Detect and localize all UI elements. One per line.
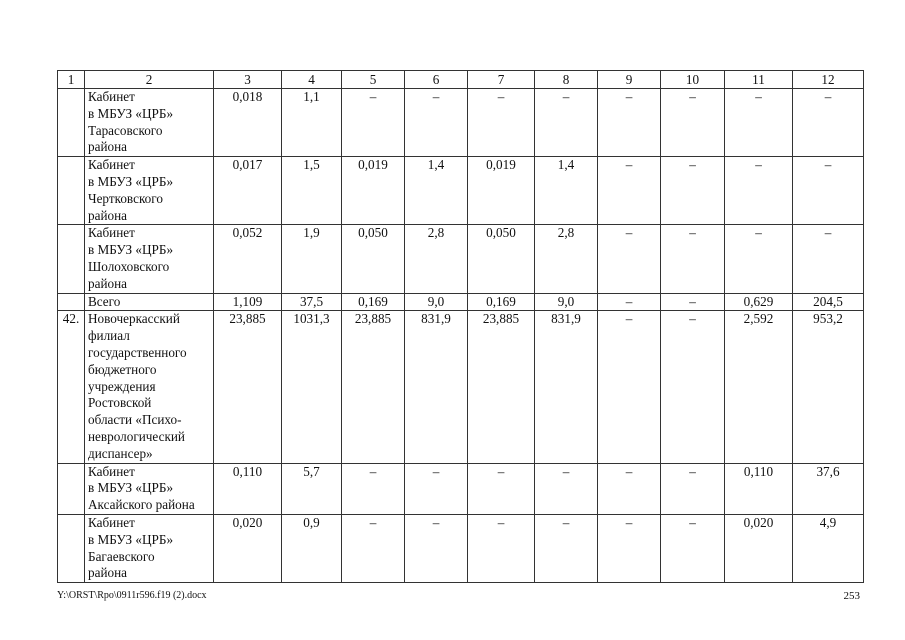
value-cell: 37,5 xyxy=(282,293,342,311)
value-cell: – xyxy=(661,89,725,157)
institution-name-line: Новочеркасский xyxy=(88,311,180,327)
table-row xyxy=(58,89,864,157)
value-cell: 0,9 xyxy=(282,514,342,582)
value-cell: 0,110 xyxy=(725,463,793,514)
column-header: 5 xyxy=(342,71,405,89)
institution-name-line: бюджетного xyxy=(88,361,157,377)
row-number-cell xyxy=(58,225,85,293)
page-number: 253 xyxy=(843,590,860,602)
value-cell: – xyxy=(468,514,535,582)
value-cell: 0,019 xyxy=(468,157,535,225)
value-cell: – xyxy=(598,463,661,514)
value-cell: – xyxy=(405,463,468,514)
value-cell: 0,050 xyxy=(342,225,405,293)
institution-name-line: неврологический xyxy=(88,428,185,444)
value-cell: 2,592 xyxy=(725,311,793,463)
value-cell: 1,1 xyxy=(282,89,342,157)
value-cell: 0,052 xyxy=(214,225,282,293)
value-cell: 2,8 xyxy=(405,225,468,293)
row-number-cell xyxy=(58,157,85,225)
value-cell: 1,4 xyxy=(535,157,598,225)
value-cell: 0,017 xyxy=(214,157,282,225)
value-cell: – xyxy=(661,311,725,463)
institution-name-line: района xyxy=(88,565,128,581)
institution-name-cell xyxy=(85,89,214,157)
value-cell: 831,9 xyxy=(535,311,598,463)
row-number-cell xyxy=(58,463,85,514)
value-cell: 1,5 xyxy=(282,157,342,225)
institution-name-line: Багаевского xyxy=(88,548,155,564)
value-cell: – xyxy=(405,514,468,582)
institution-name-line: района xyxy=(88,207,128,223)
value-cell: 1,109 xyxy=(214,293,282,311)
table-row xyxy=(58,311,864,463)
institution-name-line: Кабинет xyxy=(88,463,135,479)
value-cell: – xyxy=(598,89,661,157)
value-cell: 0,050 xyxy=(468,225,535,293)
institution-name-line: Чертковского xyxy=(88,190,163,206)
row-number-cell xyxy=(58,514,85,582)
institution-name-line: государственного xyxy=(88,344,187,360)
value-cell: 0,629 xyxy=(725,293,793,311)
column-header: 10 xyxy=(661,71,725,89)
institution-name-cell xyxy=(85,463,214,514)
institution-name-line: области «Психо- xyxy=(88,412,182,428)
value-cell: 23,885 xyxy=(214,311,282,463)
value-cell: 9,0 xyxy=(535,293,598,311)
institution-name-line: в МБУЗ «ЦРБ» xyxy=(88,242,174,258)
footer-file-path: Y:\ORST\Rpo\0911r596.f19 (2).docx xyxy=(57,590,207,601)
value-cell: – xyxy=(661,157,725,225)
value-cell: – xyxy=(342,463,405,514)
value-cell: – xyxy=(793,225,864,293)
institution-name-cell xyxy=(85,225,214,293)
value-cell: 0,169 xyxy=(342,293,405,311)
value-cell: – xyxy=(661,293,725,311)
value-cell: 0,020 xyxy=(214,514,282,582)
institution-name-line: филиал xyxy=(88,328,130,344)
value-cell: – xyxy=(598,157,661,225)
value-cell: 0,020 xyxy=(725,514,793,582)
value-cell: 23,885 xyxy=(468,311,535,463)
row-number-cell xyxy=(58,293,85,311)
row-number-cell xyxy=(58,89,85,157)
column-header: 3 xyxy=(214,71,282,89)
institution-name-line: в МБУЗ «ЦРБ» xyxy=(88,531,174,547)
column-header: 12 xyxy=(793,71,864,89)
value-cell: – xyxy=(535,463,598,514)
value-cell: – xyxy=(405,89,468,157)
value-cell: 204,5 xyxy=(793,293,864,311)
value-cell: – xyxy=(661,225,725,293)
table-header-row xyxy=(58,71,864,89)
value-cell: – xyxy=(598,293,661,311)
institution-name-line: учреждения xyxy=(88,378,156,394)
column-header: 7 xyxy=(468,71,535,89)
institution-name-cell xyxy=(85,514,214,582)
value-cell: – xyxy=(661,514,725,582)
institution-name-line: района xyxy=(88,275,128,291)
value-cell: – xyxy=(598,514,661,582)
value-cell: 831,9 xyxy=(405,311,468,463)
table-row xyxy=(58,225,864,293)
value-cell: 2,8 xyxy=(535,225,598,293)
value-cell: 5,7 xyxy=(282,463,342,514)
institution-name-line: Всего xyxy=(88,293,121,309)
value-cell: – xyxy=(535,89,598,157)
column-header: 1 xyxy=(58,71,85,89)
value-cell: 0,018 xyxy=(214,89,282,157)
column-header: 9 xyxy=(598,71,661,89)
value-cell: 1,9 xyxy=(282,225,342,293)
institution-name-line: в МБУЗ «ЦРБ» xyxy=(88,480,174,496)
institution-name-line: Ростовской xyxy=(88,395,152,411)
value-cell: 0,169 xyxy=(468,293,535,311)
institution-name-line: района xyxy=(88,139,128,155)
institution-name-cell xyxy=(85,311,214,463)
value-cell: 0,110 xyxy=(214,463,282,514)
column-header: 2 xyxy=(85,71,214,89)
value-cell: 23,885 xyxy=(342,311,405,463)
value-cell: – xyxy=(342,514,405,582)
institution-name-cell xyxy=(85,293,214,311)
value-cell: – xyxy=(725,157,793,225)
value-cell: – xyxy=(793,157,864,225)
value-cell: 0,019 xyxy=(342,157,405,225)
institution-name-line: в МБУЗ «ЦРБ» xyxy=(88,105,174,121)
value-cell: – xyxy=(342,89,405,157)
column-header: 11 xyxy=(725,71,793,89)
table-row xyxy=(58,293,864,311)
value-cell: 1031,3 xyxy=(282,311,342,463)
row-number-cell: 42. xyxy=(58,311,85,463)
column-header: 6 xyxy=(405,71,468,89)
table-row xyxy=(58,514,864,582)
value-cell: – xyxy=(598,225,661,293)
institution-name-line: Тарасовского xyxy=(88,122,163,138)
value-cell: – xyxy=(793,89,864,157)
table-row xyxy=(58,157,864,225)
column-header: 4 xyxy=(282,71,342,89)
institution-name-line: в МБУЗ «ЦРБ» xyxy=(88,173,174,189)
data-table xyxy=(57,70,864,583)
value-cell: – xyxy=(468,89,535,157)
value-cell: – xyxy=(725,225,793,293)
institution-name-line: Кабинет xyxy=(88,514,135,530)
value-cell: – xyxy=(661,463,725,514)
institution-name-line: Кабинет xyxy=(88,157,135,173)
institution-name-line: Шолоховского xyxy=(88,258,170,274)
value-cell: 953,2 xyxy=(793,311,864,463)
institution-name-line: Кабинет xyxy=(88,89,135,104)
institution-name-line: Аксайского района xyxy=(88,497,195,513)
institution-name-cell xyxy=(85,157,214,225)
institution-name-line: Кабинет xyxy=(88,225,135,241)
table-row xyxy=(58,463,864,514)
value-cell: – xyxy=(725,89,793,157)
value-cell: – xyxy=(468,463,535,514)
value-cell: – xyxy=(535,514,598,582)
value-cell: 9,0 xyxy=(405,293,468,311)
value-cell: 4,9 xyxy=(793,514,864,582)
value-cell: 37,6 xyxy=(793,463,864,514)
institution-name-line: диспансер» xyxy=(88,445,153,461)
column-header: 8 xyxy=(535,71,598,89)
value-cell: – xyxy=(598,311,661,463)
value-cell: 1,4 xyxy=(405,157,468,225)
